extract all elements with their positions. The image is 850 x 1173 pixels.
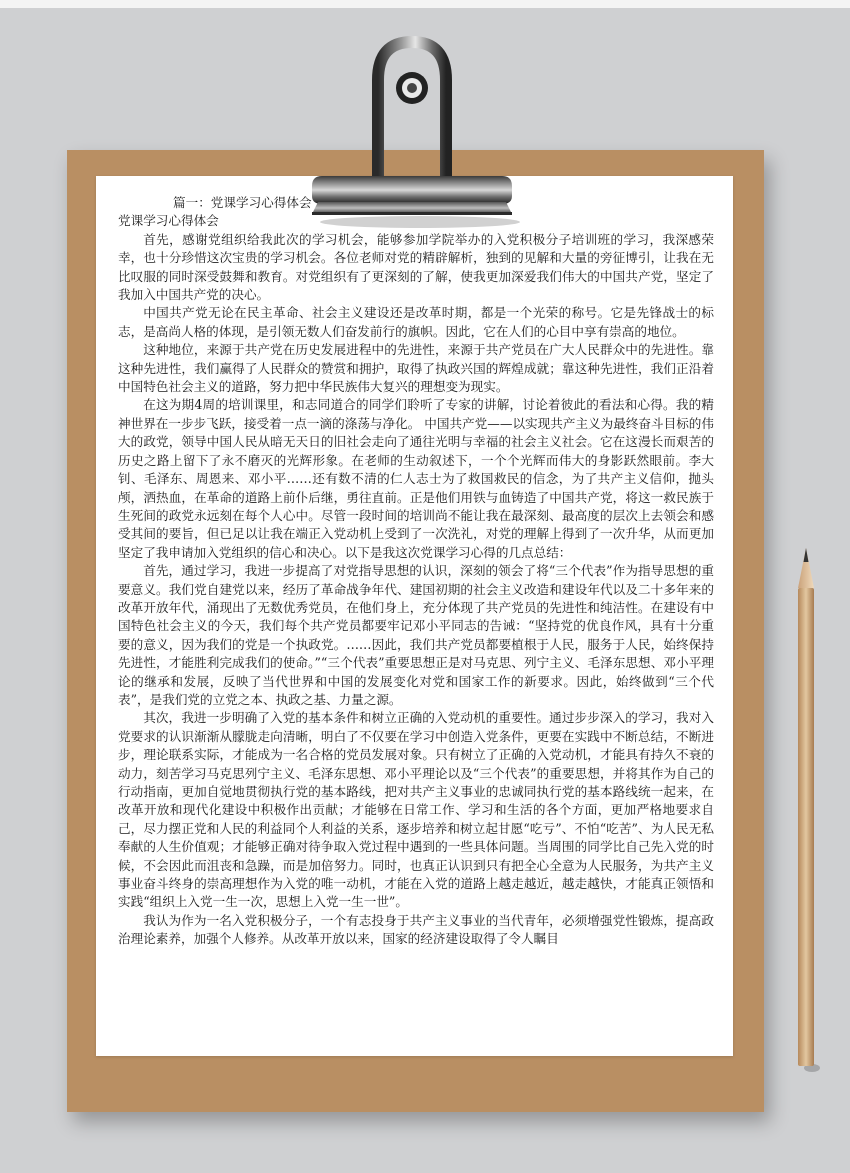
document-title: 篇一：党课学习心得体会: [173, 195, 312, 210]
paragraph-4: 在这为期4周的培训课里，和志同道合的同学们聆听了专家的讲解，讨论着彼此的看法和心得。我的精神世界在一步步飞跃，接受着一点一滴的涤荡与净化。 中国共产党——以实现共产主义为最终奋斗目标的伟大的政党，领导中国人民从暗无天日的旧社会走向了通往光明与幸福的社会主义社会。它在这漫长而艰苦的历史之路上留下了永不磨灭的光辉形象。在老师的生动叙述下，一个个光辉而伟大的身影跃然眼前。李大钊、毛泽东、周恩来、邓小平……还有数不清的仁人志士为了救国救民的信念，为了共产主义信仰，抛头颅，洒热血，在革命的道路上前仆后继，勇往直前。正是他们用铁与血铸造了中国共产党，将这一救民族于生死间的政党永远刻在每个人心中。尽管一段时间的培训尚不能让我在最深刻、最高度的层次上去领会和感受其间的要旨，但已足以让我在端正入党动机上受到了一次洗礼，对党的理解上得到了一次升华，从而更加坚定了我申请加入党组织的信心和决心。以下是我这次党课学习心得的几点总结：: [118, 397, 714, 560]
paragraph-7: 我认为作为一名入党积极分子，一个有志投身于共产主义事业的当代青年，必须增强党性锻炼，提高政治理论素养，加强个人修养。从改革开放以来，国家的经济建设取得了令人瞩目: [118, 912, 714, 947]
pencil-icon: [788, 540, 824, 1080]
paragraph-2: 中国共产党无论在民主革命、社会主义建设还是改革时期，都是一个光荣的称号。它是先锋战士的标志，是高尚人格的体现，是引领无数人们奋发前行的旗帜。因此，它在人们的心目中享有崇高的地位。: [118, 305, 714, 339]
paragraph-3: 这种地位，来源于共产党在历史发展进程中的先进性，来源于共产党员在广大人民群众中的先进性。靠这种先进性，我们赢得了人民群众的赞赏和拥护，取得了执政兴国的辉煌成就；靠这种先进性，我们正沿着中国特色社会主义的道路，努力把中华民族伟大复兴的理想变为现实。: [118, 342, 714, 395]
paper-sheet: [96, 176, 733, 1056]
document-body: [118, 194, 714, 949]
top-strip: [0, 0, 850, 8]
document-subtitle: 党课学习心得体会: [118, 213, 219, 229]
paragraph-6: 其次，我进一步明确了入党的基本条件和树立正确的入党动机的重要性。通过步步深入的学习，我对入党要求的认识渐渐从朦胧走向清晰，明白了不仅要在学习中创造入党条件，更要在实践中不断总结，不断进步，理论联系实际，才能成为一名合格的党员发展对象。只有树立了正确的入党动机，才能具有持久不衰的动力，刻苦学习马克思列宁主义、毛泽东思想、邓小平理论以及“三个代表”的重要思想，并将其作为自己的行动指南，更加自觉地贯彻执行党的基本路线，把对共产主义事业的忠诚同执行党的基本路线统一起来，在改革开放和现代化建设中积极作出贡献；才能够在日常工作、学习和生活的各个方面，更加严格地要求自己，尽力摆正党和人民的利益同个人利益的关系，逐步培养和树立起甘愿“吃亏”、不怕“吃苦”、为人民无私奉献的人生价值观；才能够正确对待争取入党过程中遇到的一些具体问题。当周围的同学比自己先入党的时候，不会因此而沮丧和急躁，而是加倍努力。同时，也真正认识到只有把全心全意为人民服务，为共产主义事业奋斗终身的崇高理想作为入党的唯一动机，才能在入党的道路上越走越近，越走越快，才能真正领悟和实践“组织上入党一生一次，思想上入党一生一世”。: [118, 710, 714, 910]
paragraph-5: 首先，通过学习，我进一步提高了对党指导思想的认识，深刻的领会了将“三个代表”作为指导思想的重要意义。我们党自建党以来，经历了革命战争年代、建国初期的社会主义改造和建设年代以及二十多年来的改革开放年代，涌现出了无数优秀党员，在他们身上，充分体现了共产党员的先进性和纯洁性。在建设有中国特色社会主义的今天，我们每个共产党员都要牢记邓小平同志的告诫：“坚持党的优良作风，具有十分重要的意义，因为我们的党是一个执政党。……因此，我们共产党员都要植根于人民，服务于人民，始终保持先进性，才能胜利完成我们的使命。”“三个代表”重要思想正是对马克思、列宁主义、毛泽东思想、邓小平理论的继承和发展，反映了当代世界和中国的发展变化对党和国家工作的新要求。因此，始终做到“三个代表”，是我们党的立党之本、执政之基、力量之源。: [118, 563, 714, 707]
paragraph-1: 首先，感谢党组织给我此次的学习机会，能够参加学院举办的入党积极分子培训班的学习，我深感荣幸，也十分珍惜这次宝贵的学习机会。各位老师对党的精辟解析，独到的见解和大量的旁征博引，让我在无比叹服的同时深受鼓舞和教育。对党组织有了更深刻的了解，使我更加深爱我们伟大的中国共产党，坚定了我加入中国共产党的决心。: [118, 231, 714, 303]
